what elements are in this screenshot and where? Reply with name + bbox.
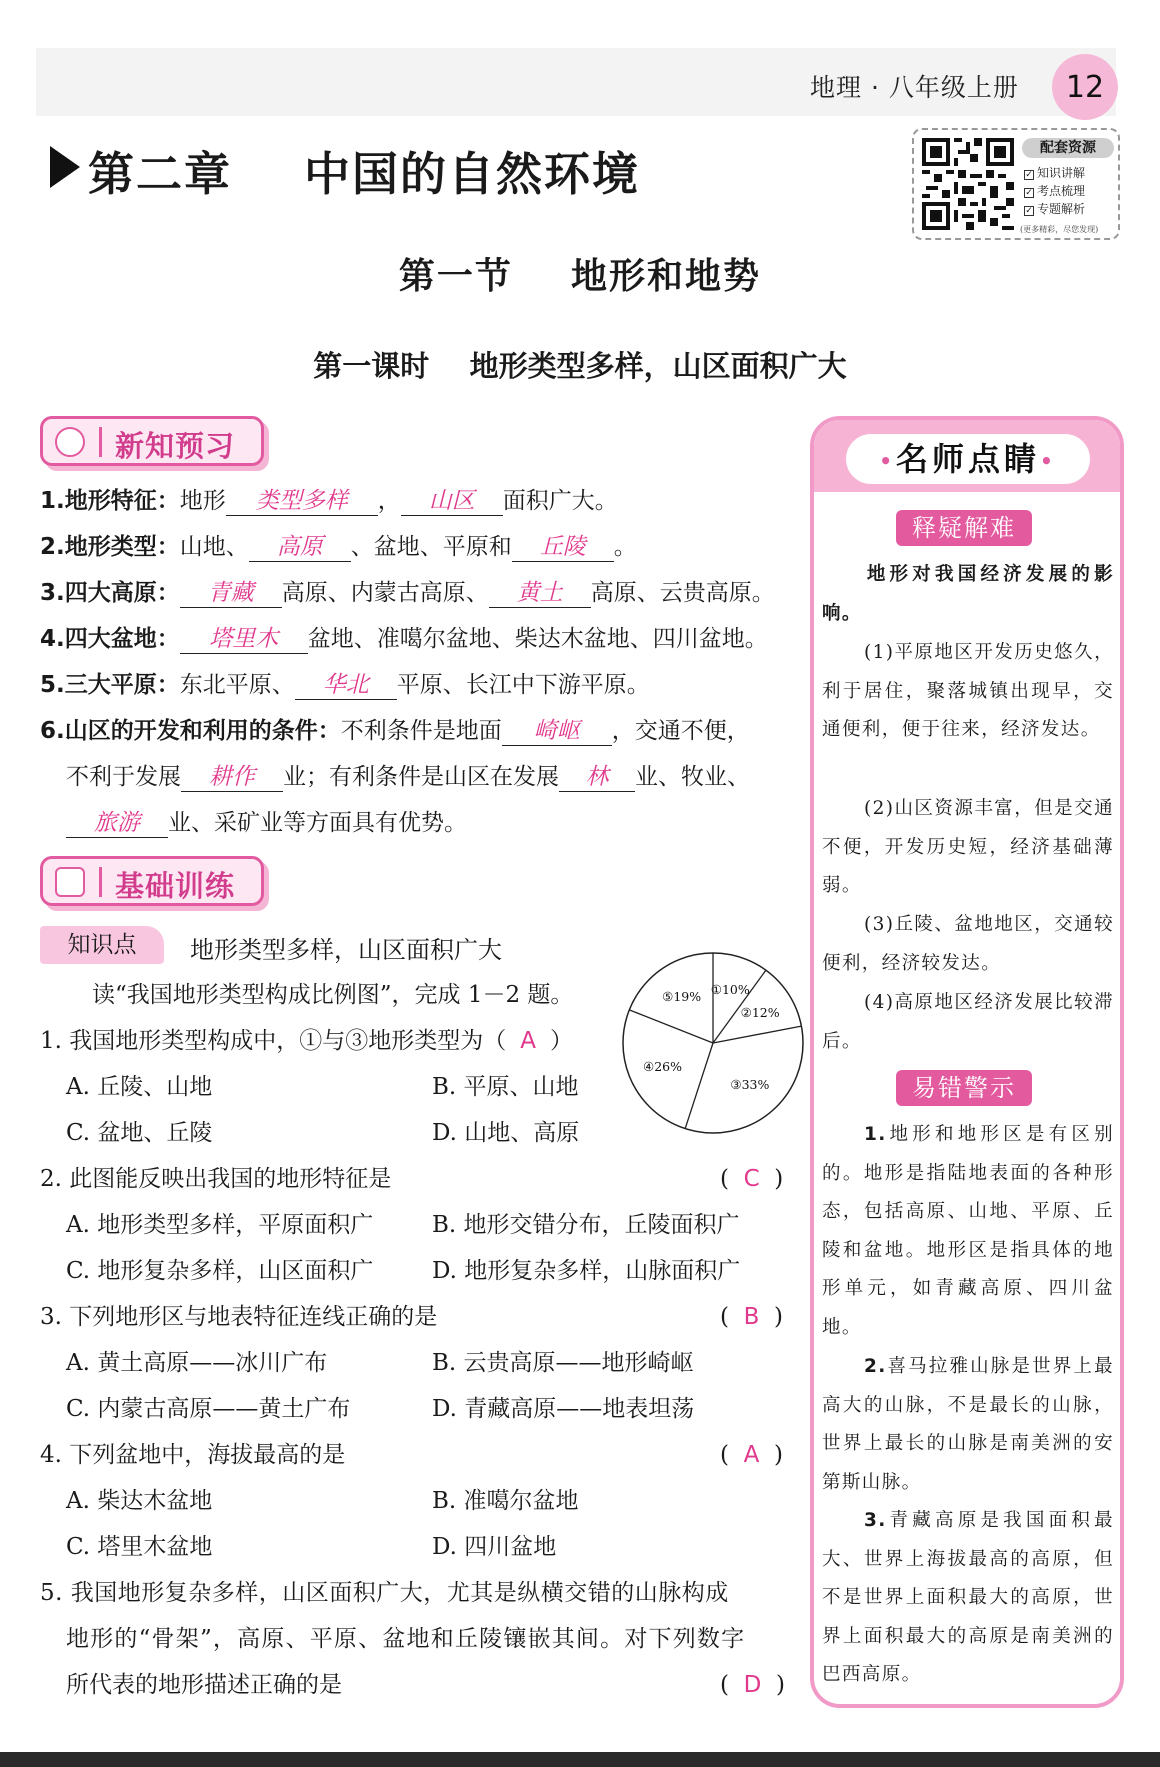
pie-slice-label: ④26% [643, 1058, 683, 1074]
answer-blank: 旅游 [66, 808, 168, 838]
teacher-tips-sidebar [810, 416, 1124, 1708]
sidebar-paragraph: 地形对我国经济发展的影响。 [822, 564, 1114, 624]
sidebar-paragraph: (3)丘陵、盆地地区，交通较便利，经济较发达。 [822, 914, 1114, 974]
sidebar-tag-warning: 易错警示 [896, 1070, 1032, 1106]
question-5-stem-line3: 所代表的地形描述正确的是 [66, 1672, 342, 1698]
preview-item-6-line2: 不利于发展 耕作 业；有利条件是山区在发展 林 业、牧业、 [66, 764, 750, 790]
qr-resource-box[interactable] [912, 128, 1120, 240]
answer-paren: ( D ) [720, 1672, 785, 1698]
sidebar-paragraph: 3.青藏高原是我国面积最大、世界上海拔最高的高原，但不是世界上面积最大的高原，世界上面积最大的高原是南美洲的巴西高原。 [822, 1510, 1114, 1686]
answer-paren: ( A ) [720, 1442, 783, 1468]
answer-paren: ( B ) [720, 1304, 783, 1330]
answer-blank: 耕作 [181, 762, 283, 792]
sidebar-paragraph: (2)山区资源丰富，但是交通不便，开发历史短，经济基础薄弱。 [822, 798, 1114, 897]
qr-code-icon[interactable] [922, 138, 1014, 230]
intro-text: 读“我国地形类型构成比例图”，完成 1－2 题。 [92, 982, 574, 1008]
sidebar-paragraph: 1.地形和地形区是有区别的。地形是指陆地表面的各种形态，包括高原、山地、平原、丘陵和盆地。地形区是指具体的地形单元，如青藏高原、四川盆地。 [822, 1124, 1114, 1338]
question-4-stem: 4. 下列盆地中，海拔最高的是 [40, 1442, 346, 1468]
option: C. 塔里木盆地 [66, 1534, 213, 1560]
question-3-stem: 3. 下列地形区与地表特征连线正确的是 [40, 1304, 438, 1330]
answer-blank: 塔里木 [180, 624, 308, 654]
qr-item: ✓ 专题解析 [1025, 202, 1086, 216]
preview-item-5: 5.三大平原：东北平原、 华北 平原、长江中下游平原。 [40, 672, 650, 698]
answer-blank: 类型多样 [226, 486, 378, 516]
checkbox-icon: ✓ [1025, 170, 1033, 180]
module-title: 新知预习 [115, 429, 236, 463]
option: D. 地形复杂多样，山脉面积广 [432, 1258, 741, 1284]
option: C. 地形复杂多样，山区面积广 [66, 1258, 374, 1284]
option: C. 内蒙古高原——黄土广布 [66, 1396, 351, 1422]
answer-blank: 崎岖 [502, 716, 612, 746]
sidebar-header [814, 420, 1120, 492]
preview-item-3: 3.四大高原： 青藏 高原、内蒙古高原、 黄土 高原、云贵高原。 [40, 580, 775, 606]
pie-slice-label: ②12% [740, 1005, 780, 1021]
answer-blank: 高原 [249, 532, 351, 562]
sidebar-title: •名师点睛• [846, 434, 1090, 484]
page-number-badge: 12 [1052, 54, 1118, 120]
option: B. 平原、山地 [432, 1074, 579, 1100]
answer-blank: 山区 [401, 486, 503, 516]
database-icon [55, 867, 85, 897]
mortarboard-icon [55, 427, 85, 457]
knowledge-point-title: 地形类型多样，山区面积广大 [190, 936, 502, 964]
answer-blank: 华北 [295, 670, 397, 700]
preview-item-6-line3: 旅游 业、采矿业等方面具有优势。 [66, 808, 467, 838]
sidebar-tag-explain: 释疑解难 [896, 510, 1032, 546]
bottom-bar [0, 1752, 1160, 1767]
lesson-title: 第一课时 地形类型多样，山区面积广大 [313, 349, 847, 383]
option: B. 云贵高原——地形崎岖 [432, 1350, 694, 1376]
preview-module-label [40, 416, 264, 466]
preview-item-6: 6.山区的开发和利用的条件：不利条件是地面 崎岖 ，交通不便， [40, 718, 750, 744]
answer-blank: 林 [559, 762, 635, 792]
answer-blank: 黄土 [489, 578, 591, 608]
pie-slice-label: ①10% [710, 981, 750, 997]
preview-item-1: 1.地形特征：地形 类型多样 ， 山区 面积广大。 [40, 488, 618, 514]
option: D. 四川盆地 [432, 1534, 557, 1560]
option: D. 山地、高原 [432, 1120, 580, 1146]
sidebar-paragraph: 2.喜马拉雅山脉是世界上最高大的山脉，不是最长的山脉，世界上最长的山脉是南美洲的安第斯山脉。 [822, 1356, 1114, 1493]
divider [99, 867, 102, 897]
option: D. 青藏高原——地表坦荡 [432, 1396, 695, 1422]
knowledge-point-tag: 知识点 [40, 926, 164, 964]
option: A. 黄土高原——冰川广布 [66, 1350, 328, 1376]
question-5-stem-line2: 地形的“骨架”，高原、平原、盆地和丘陵镶嵌其间。对下列数字 [66, 1626, 746, 1652]
option: B. 地形交错分布，丘陵面积广 [432, 1212, 740, 1238]
checkbox-icon: ✓ [1025, 188, 1033, 198]
option: A. 丘陵、山地 [66, 1074, 213, 1100]
option: C. 盆地、丘陵 [66, 1120, 213, 1146]
answer-blank: 青藏 [180, 578, 282, 608]
preview-item-2: 2.地形类型：山地、 高原 、盆地、平原和 丘陵 。 [40, 534, 637, 560]
terrain-ratio-pie-chart [620, 950, 806, 1136]
chapter-title: 第二章 中国的自然环境 [88, 147, 641, 201]
pie-slice-label: ⑤19% [662, 988, 702, 1004]
option: A. 柴达木盆地 [66, 1488, 213, 1514]
module-title: 基础训练 [115, 869, 236, 903]
qr-item: ✓ 考点梳理 [1025, 184, 1086, 198]
answer-paren: ( C ) [720, 1166, 784, 1192]
answer-blank: 丘陵 [512, 532, 614, 562]
question-5-stem-line1: 5. 我国地形复杂多样，山区面积广大，尤其是纵横交错的山脉构成 [40, 1580, 729, 1606]
question-1-stem: 1. 我国地形类型构成中，①与③地形类型为（ A ） [40, 1028, 573, 1054]
pie-slice-label: ③33% [730, 1076, 770, 1092]
training-module-label [40, 856, 264, 906]
question-2-stem: 2. 此图能反映出我国的地形特征是 [40, 1166, 392, 1192]
chapter-arrow-icon [50, 146, 80, 188]
checkbox-icon: ✓ [1025, 206, 1033, 216]
divider [99, 427, 102, 457]
qr-note: (更多精彩，尽您发现) [1020, 225, 1099, 234]
section-title: 第一节 地形和地势 [398, 255, 762, 297]
sidebar-paragraph: (1)平原地区开发历史悠久，利于居住，聚落城镇出现早，交通便利，便于往来，经济发达。 [822, 642, 1114, 741]
option: B. 准噶尔盆地 [432, 1488, 579, 1514]
qr-tag: 配套资源 [1022, 138, 1114, 158]
option: A. 地形类型多样，平原面积广 [66, 1212, 374, 1238]
preview-item-4: 4.四大盆地： 塔里木 盆地、准噶尔盆地、柴达木盆地、四川盆地。 [40, 626, 768, 652]
header-subject: 地理 · 八年级上册 [810, 73, 1019, 102]
qr-item: ✓ 知识讲解 [1025, 166, 1086, 180]
sidebar-paragraph: (4)高原地区经济发展比较滞后。 [822, 992, 1114, 1052]
